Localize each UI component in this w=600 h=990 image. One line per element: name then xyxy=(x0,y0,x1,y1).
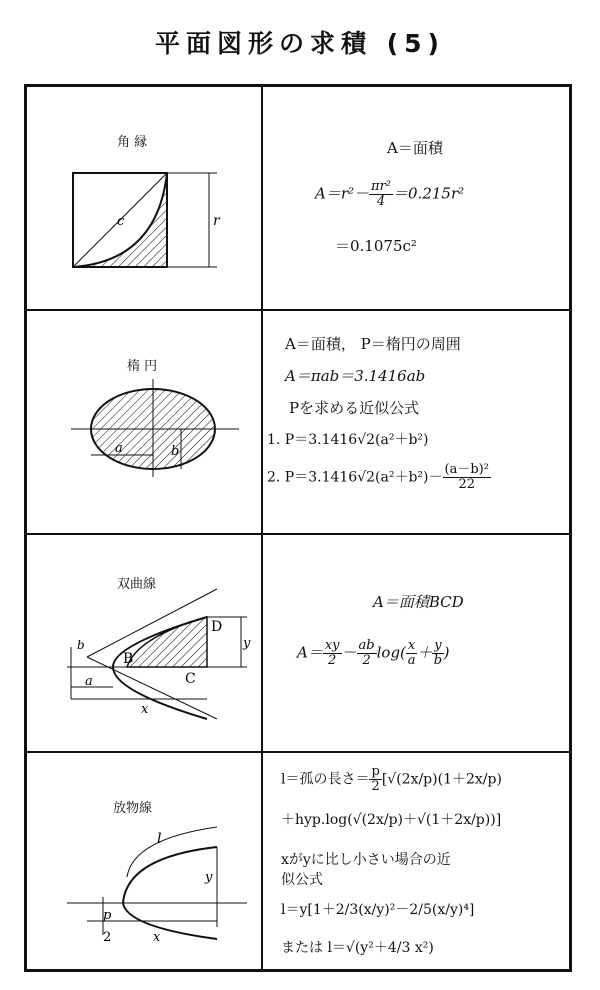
formula-line: A＝面積， P＝楕円の周囲 xyxy=(285,335,461,353)
shape-name: 双曲線 xyxy=(117,577,157,592)
shape-name: 楕 円 xyxy=(127,359,158,374)
formula-line: A＝面積BCD xyxy=(373,593,464,611)
label-r: r xyxy=(213,213,220,229)
formula-line: A＝面積 xyxy=(387,139,443,157)
formula-line: xがyに比し小さい場合の近 xyxy=(281,852,451,868)
label-b: b xyxy=(171,444,180,459)
label-c: c xyxy=(117,214,125,229)
formula-line: ＋hyp.log(√(2x/p)＋√(1＋2x/p))] xyxy=(281,812,502,828)
formula-line: l＝y[1＋2/3(x/y)²－2/5(x/y)⁴] xyxy=(281,902,475,918)
label-a: a xyxy=(85,674,93,689)
label-two: 2 xyxy=(103,930,112,945)
label-y: y xyxy=(205,870,213,885)
formula-line: ＝0.1075c² xyxy=(335,237,417,255)
formula-line: A＝r²－ $\frac{\text{πr²}}{4}$ ＝0.215r² xyxy=(315,179,465,209)
page-title: 平面図形の求積 (5) xyxy=(155,29,445,58)
column-divider xyxy=(261,87,263,969)
row-divider xyxy=(27,751,569,753)
row-divider xyxy=(27,309,569,311)
fillet-diagram xyxy=(67,165,247,275)
formula-line: または l＝√(y²＋4/3 x²) xyxy=(281,940,434,956)
formula-line: Pを求める近似公式 xyxy=(289,399,420,417)
formula-line: l＝孤の長さ＝ $\frac{p}{2}$ [√(2x/p)(1＋2x/p) xyxy=(281,764,502,794)
formula-line: 似公式 xyxy=(281,872,323,888)
formula-line: A＝ $\frac{xy}{2}$ － $\frac{ab}{2}$ log( $\frac{x}{a}$ ＋ $\frac{y}{b}$ ) xyxy=(297,638,450,668)
formula-table xyxy=(24,84,572,972)
formula-line: 2. P＝3.1416√2(a²＋b²)－ $\frac{\text{(a－b)²}}{22}$ xyxy=(267,462,489,492)
label-b: b xyxy=(77,638,85,652)
formula-line: A＝πab＝3.1416ab xyxy=(285,367,426,385)
row-divider xyxy=(27,533,569,535)
ellipse-diagram xyxy=(61,375,251,481)
label-B: B xyxy=(123,651,134,667)
label-y: y xyxy=(243,636,251,651)
label-x: x xyxy=(153,930,161,945)
formula-line: 1. P＝3.1416√2(a²＋b²) xyxy=(267,432,429,448)
label-a: a xyxy=(115,441,123,456)
parabola-diagram xyxy=(67,817,247,947)
label-p: p xyxy=(103,908,112,923)
label-l: l xyxy=(157,831,162,847)
label-x: x xyxy=(141,702,149,717)
label-C: C xyxy=(185,671,196,687)
label-D: D xyxy=(211,619,223,635)
hyperbola-diagram xyxy=(57,587,257,727)
shape-name: 放物線 xyxy=(113,801,153,816)
shape-name: 角 縁 xyxy=(117,135,148,150)
